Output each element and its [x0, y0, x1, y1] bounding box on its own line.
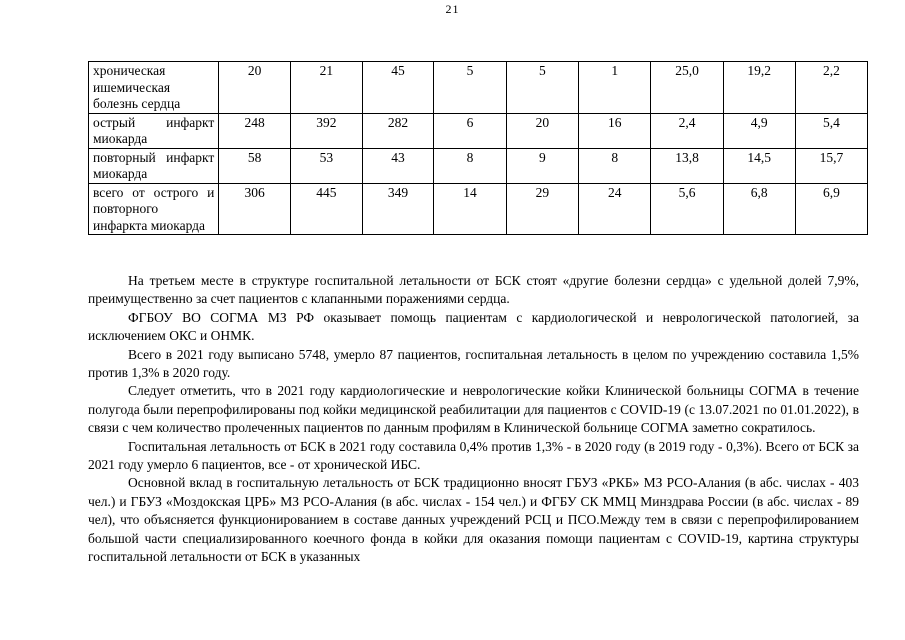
table-cell: 43 — [362, 148, 434, 183]
table-cell: 306 — [219, 183, 291, 235]
table-cell: 25,0 — [651, 62, 723, 114]
paragraph: ФГБОУ ВО СОГМА МЗ РФ оказывает помощь пациентам с кардиологической и неврологической патологией, за исключением ОКС и ОНМК. — [88, 309, 859, 344]
table-cell: 24 — [579, 183, 651, 235]
table-cell: 13,8 — [651, 148, 723, 183]
table-cell: 392 — [291, 113, 363, 148]
table-cell: 20 — [506, 113, 578, 148]
table-row — [89, 183, 868, 235]
table-cell: 5 — [506, 62, 578, 114]
body-text — [88, 272, 859, 567]
table-cell: 53 — [291, 148, 363, 183]
paragraph: Госпитальная летальность от БСК в 2021 году составила 0,4% против 1,3% - в 2020 году (в 2019 году - 0,3%). Всего от БСК за 2021 году умерло 6 пациентов, все - от хронической ИБС. — [88, 438, 859, 473]
table-row — [89, 113, 868, 148]
table-cell: 14,5 — [723, 148, 795, 183]
table-cell: 19,2 — [723, 62, 795, 114]
table-cell: 5,6 — [651, 183, 723, 235]
table-cell: 20 — [219, 62, 291, 114]
table-cell: 8 — [579, 148, 651, 183]
table-cell: 9 — [506, 148, 578, 183]
paragraph: Всего в 2021 году выписано 5748, умерло 87 пациентов, госпитальная летальность в целом по учреждению составила 1,5% против 1,3% в 2020 году. — [88, 346, 859, 381]
table-cell: 6 — [434, 113, 506, 148]
table-cell: 282 — [362, 113, 434, 148]
table-cell: 1 — [579, 62, 651, 114]
table-cell: 248 — [219, 113, 291, 148]
row-label: хроническая ишемическая болезнь сердца — [89, 62, 219, 114]
table-cell: 14 — [434, 183, 506, 235]
table-row — [89, 148, 868, 183]
table-cell: 21 — [291, 62, 363, 114]
table-cell: 58 — [219, 148, 291, 183]
paragraph: Основной вклад в госпитальную летальность от БСК традиционно вносят ГБУЗ «РКБ» МЗ РСО-Алания (в абс. числах - 403 чел.) и ГБУЗ «Моздокская ЦРБ» МЗ РСО-Алания (в абс. числах - 154 чел.) и ФГБУ СК ММЦ Минздрава России (в абс. числах - 89 чел), что объясняется функционированием в составе данных учреждений РСЦ и ПСО.Между тем в связи с перепрофилированием большой части специализированного коечного фонда в койки для оказания помощи пациентам с COVID-19, картина структуры госпитальной летальности от БСК в указанных — [88, 475, 859, 565]
table-cell: 29 — [506, 183, 578, 235]
table-cell: 45 — [362, 62, 434, 114]
table-cell: 349 — [362, 183, 434, 235]
mortality-table — [88, 61, 868, 235]
paragraph: Следует отметить, что в 2021 году кардиологические и неврологические койки Клинической больницы СОГМА в течение полугода были перепрофилированы под койки медицинской реабилитации для пациентов с COVID-19 (с 13.07.2021 по 01.01.2022), в связи с чем количество пролеченных пациентов по данным профилям в Клинической больнице СОГМА заметно сократилось. — [88, 383, 859, 436]
table-cell: 8 — [434, 148, 506, 183]
table-cell: 6,8 — [723, 183, 795, 235]
table-cell: 16 — [579, 113, 651, 148]
row-label: острый инфаркт миокарда — [89, 113, 219, 148]
table-cell: 5 — [434, 62, 506, 114]
table-cell: 445 — [291, 183, 363, 235]
page-number: 21 — [445, 2, 460, 16]
table-cell: 2,2 — [795, 62, 867, 114]
row-label: всего от острого и повторного инфаркта миокарда — [89, 183, 219, 235]
table-cell: 15,7 — [795, 148, 867, 183]
paragraph: На третьем месте в структуре госпитальной летальности от БСК стоят «другие болезни сердца» с удельной долей 7,9%, преимущественно за счет пациентов с клапанными поражениями сердца. — [88, 273, 859, 307]
table-row — [89, 62, 868, 114]
row-label: повторный инфаркт миокарда — [89, 148, 219, 183]
table-cell: 4,9 — [723, 113, 795, 148]
table-cell: 2,4 — [651, 113, 723, 148]
table-cell: 5,4 — [795, 113, 867, 148]
table-cell: 6,9 — [795, 183, 867, 235]
